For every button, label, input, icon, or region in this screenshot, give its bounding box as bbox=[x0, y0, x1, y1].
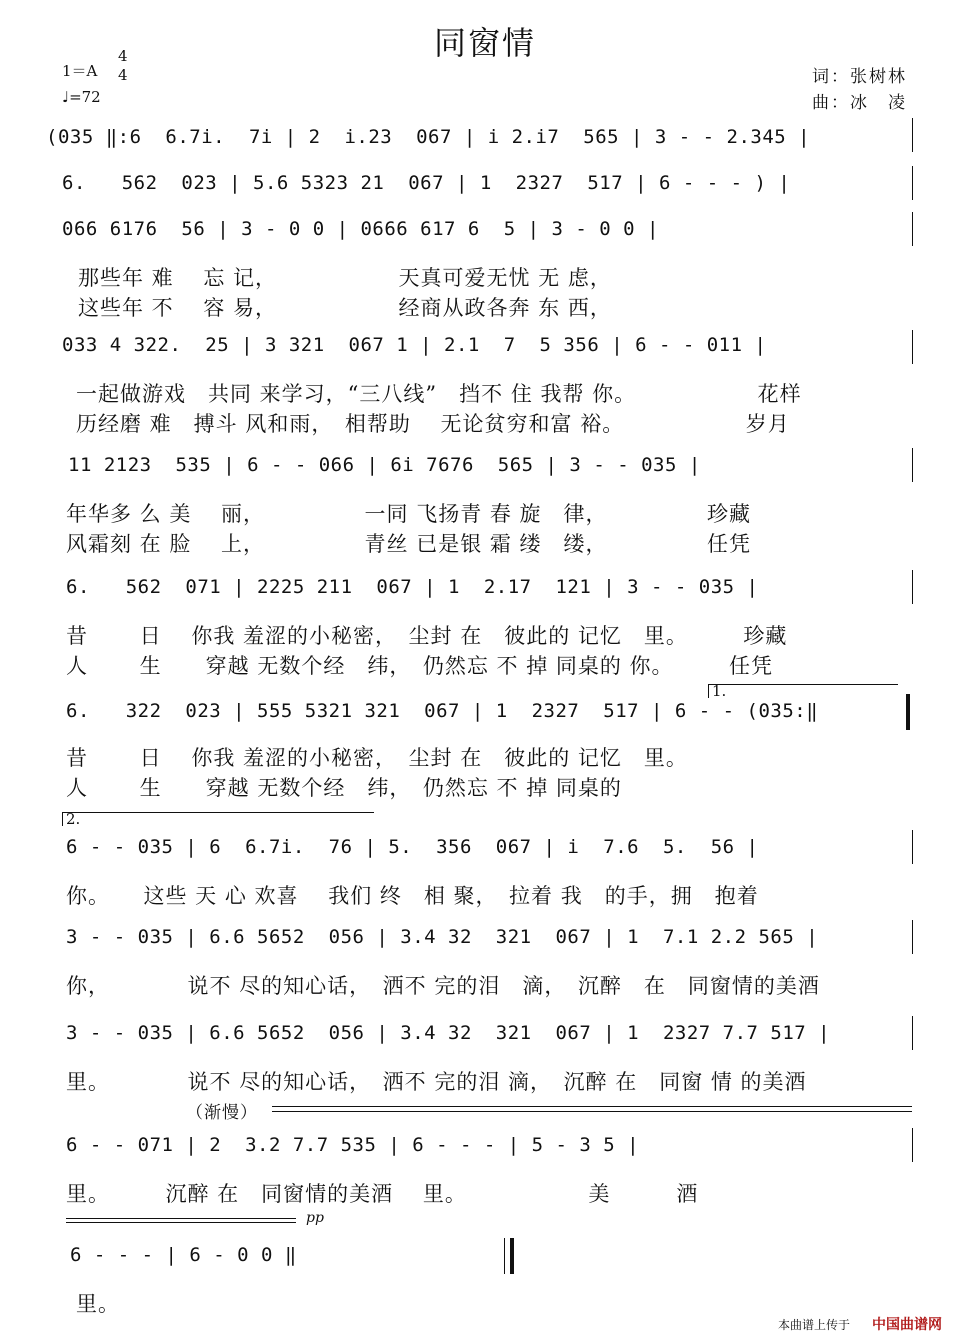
lyric-row-8: 你。 这些 天 心 欢喜 我们 终 相 聚， 拉着 我 的手，拥 抱着 bbox=[66, 884, 759, 908]
notation-row-11: 6 - - 071 | 2 3.2 7.7 535 | 6 - - - | 5 - 3 5 | bbox=[66, 1134, 640, 1156]
notation-row-2: 6. 562 023 | 5.6 5323 21 067 | 1 2327 517 | 6 - - - ) | bbox=[62, 172, 791, 194]
notation-row-7: 6. 322 023 | 555 5321 321 067 | 1 2327 517 | 6 - - (035:‖ bbox=[66, 700, 819, 722]
volta-2-line bbox=[62, 812, 374, 813]
final-barline-thick bbox=[510, 1238, 514, 1274]
lyric-row-5-verse-1: 年华多 么 美 丽， 一同 飞扬青 春 旋 律， 珍藏 bbox=[66, 502, 752, 526]
upload-notice: 本曲谱上传于 bbox=[778, 1318, 851, 1332]
volta-1-line bbox=[708, 684, 898, 685]
notation-row-12: 6 - - - | 6 - 0 0 ‖ bbox=[70, 1244, 297, 1266]
lyric-row-5-verse-2: 风霜刻 在 脸 上， 青丝 已是银 霜 缕 缕， 任凭 bbox=[66, 532, 752, 556]
key-signature: 1＝A bbox=[62, 62, 98, 80]
barline-row-9-end bbox=[912, 920, 913, 954]
composer-credit: 曲：冰 凌 bbox=[812, 93, 907, 113]
pianissimo-mark: pp bbox=[306, 1210, 324, 1226]
notation-row-3: 066 6176 56 | 3 - 0 0 | 0666 617 6 5 | 3 - 0 0 | bbox=[62, 218, 659, 240]
notation-row-4: 033 4 322. 25 | 3 321 067 1 | 2.1 7 5 356 | 6 - - 011 | bbox=[62, 334, 767, 356]
ritardando-line-1 bbox=[272, 1106, 912, 1107]
time-signature-top: 4 bbox=[118, 47, 128, 65]
notation-row-9: 3 - - 035 | 6.6 5652 056 | 3.4 32 321 067 | 1 7.1 2.2 565 | bbox=[66, 926, 819, 948]
notation-row-5: 11 2123 535 | 6 - - 066 | 6i 7676 565 | 3 - - 035 | bbox=[68, 454, 701, 476]
ritardando-line-2 bbox=[272, 1111, 912, 1112]
volta-2-hook bbox=[62, 812, 63, 826]
notation-row-1: (035 ‖:6 6.7i. 7i | 2 i.23 067 | i 2.i7 565 | 3 - - 2.345 | bbox=[46, 126, 811, 148]
repeat-end-barline bbox=[906, 694, 910, 730]
lyric-row-10: 里。 说不 尽的知心话， 洒不 完的泪 滴， 沉醉 在 同窗 情 的美酒 bbox=[66, 1070, 807, 1094]
lyric-row-12: 里。 bbox=[76, 1292, 120, 1316]
decresc-line-1 bbox=[66, 1218, 296, 1219]
ritardando-mark: （渐慢） bbox=[186, 1103, 258, 1123]
site-logo[interactable]: 中国曲谱网 bbox=[872, 1317, 942, 1333]
notation-row-8: 6 - - 035 | 6 6.7i. 76 | 5. 356 067 | i 7.6 5. 56 | bbox=[66, 836, 759, 858]
barline-row-2-end bbox=[912, 166, 913, 200]
lyricist-credit: 词：张树林 bbox=[812, 67, 907, 87]
lyric-row-3-verse-2: 这些年 不 容 易， 经商从政各奔 东 西， bbox=[78, 296, 612, 320]
lyric-row-4-verse-2: 历经磨 难 搏斗 风和雨， 相帮助 无论贫穷和富 裕。 岁月 bbox=[76, 412, 790, 436]
lyric-row-7-verse-1: 昔 日 你我 羞涩的小秘密， 尘封 在 彼此的 记忆 里。 bbox=[66, 746, 688, 770]
barline-row-11-end bbox=[912, 1128, 913, 1162]
lyric-row-6-verse-1: 昔 日 你我 羞涩的小秘密， 尘封 在 彼此的 记忆 里。 珍藏 bbox=[66, 624, 788, 648]
lyric-row-9: 你， 说不 尽的知心话， 洒不 完的泪 滴， 沉醉 在 同窗情的美酒 bbox=[66, 974, 820, 998]
lyric-row-7-verse-2: 人 生 穿越 无数个经 纬， 仍然忘 不 掉 同桌的 bbox=[66, 776, 622, 800]
volta-1-hook bbox=[708, 684, 709, 698]
lyric-row-4-verse-1: 一起做游戏 共同 来学习，“三八线” 挡不 住 我帮 你。 花样 bbox=[76, 382, 802, 406]
volta-2-label: 2. bbox=[66, 810, 81, 828]
barline-row-5-end bbox=[912, 448, 913, 482]
lyric-row-11: 里。 沉醉 在 同窗情的美酒 里。 美 酒 bbox=[66, 1182, 699, 1206]
notation-row-10: 3 - - 035 | 6.6 5652 056 | 3.4 32 321 067 | 1 2327 7.7 517 | bbox=[66, 1022, 831, 1044]
barline-row-3-end bbox=[912, 212, 913, 246]
lyric-row-3-verse-1: 那些年 难 忘 记， 天真可爱无忧 无 虑， bbox=[78, 266, 612, 290]
page-title: 同窗情 bbox=[434, 24, 537, 62]
volta-1-label: 1. bbox=[712, 682, 727, 700]
notation-row-6: 6. 562 071 | 2225 211 067 | 1 2.17 121 | 3 - - 035 | bbox=[66, 576, 759, 598]
barline-row-8-end bbox=[912, 830, 913, 864]
decresc-line-2 bbox=[66, 1222, 296, 1223]
tempo-marking: ♩=72 bbox=[62, 88, 101, 106]
barline-row-6-end bbox=[912, 570, 913, 604]
barline-row-4-end bbox=[912, 330, 913, 364]
final-barline-thin bbox=[504, 1238, 505, 1274]
barline-row-10-end bbox=[912, 1016, 913, 1050]
barline-row-1-end bbox=[912, 118, 913, 152]
time-signature-bottom: 4 bbox=[118, 66, 128, 84]
lyric-row-6-verse-2: 人 生 穿越 无数个经 纬， 仍然忘 不 掉 同桌的 你。 任凭 bbox=[66, 654, 774, 678]
